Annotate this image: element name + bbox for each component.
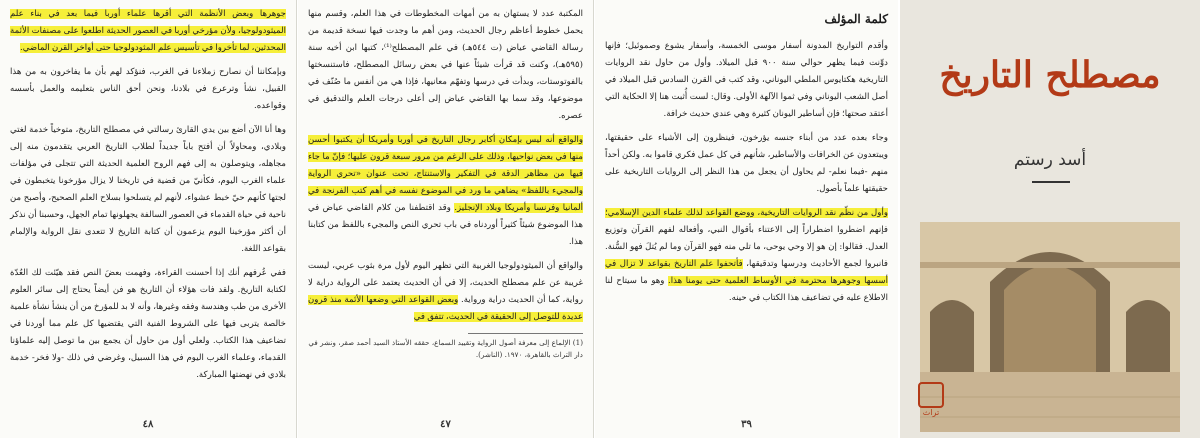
body-text: وبإمكاننا أن نصارح زملاءنا في الغرب، فنؤكد لهم بأن ما يفاخرون به من هذا القبيل، نشأ وترعرع في بلادنا، ونحن أحق الناس بتعليمه والعمل بأسسه وقواعده. [10, 67, 286, 111]
page-number: ٣٩ [741, 419, 752, 430]
page-number: ٤٧ [440, 419, 451, 430]
page-48 [0, 0, 297, 438]
section-heading: كلمة المؤلف [824, 12, 888, 26]
page-number: ٤٨ [142, 419, 154, 430]
highlighted-text: فأتحفوا علم التاريخ بقواعد لا تزال في أسسها وجوهرها محترمة في الأوساط العلمية حتى يومنا هذا. [605, 259, 888, 286]
publisher-logo-icon [918, 382, 944, 408]
paragraph [605, 205, 888, 307]
body-text: وأقدم التواريخ المدونة أسفار موسى الخمسة، وأسفار يشوع وصموئيل؛ فإنها دوِّنت فيما يظهر حوالي سنة ٩٠٠ قبل الميلاد. وأول من حاول نقد الروايات التاريخية هكتايوس الملطي اليوناني، وقد كتب في القرن السادس قبل الميلاد في أصل الشعب اليوناني وفي ثموا الآلهة الأولى. وقال: لست أُثبت هنا إلا الحكاية التي أعتقد صحتها؛ فإن أساطير اليونان كثيرة وهي عندي حديث خرافة. [605, 41, 888, 119]
publisher-logo-text: تراث [922, 408, 940, 417]
arcade-courtyard-image [920, 222, 1180, 432]
paragraph [10, 64, 286, 115]
page-39 [595, 0, 898, 438]
body-text: وقد اقتطفنا من كلام القاضي عياض في هذا الموضوع شيئاً كثيراً أوردناه في باب تحري النص والمجيء باللفظ من كتابنا هذا. [308, 203, 583, 247]
highlighted-text: وأول من نظّم نقد الروايات التاريخية، ووضع القواعد لذلك علماء الدين الإسلامي؛ [605, 208, 888, 218]
paragraph [10, 265, 286, 384]
body-text: وها أنا الآن أضع بين يدي القارئ رسالتي في مصطلح التاريخ، متوخياً خدمة لغتي وبلادي، ومحاولاً أن أفتح باباً جديداً لطلاب التاريخ العربي يتقدمون منه إلى مجاهله، ويتوصلون به إلى فهم الروح العلمية الحديثة التي تتجلى في مؤلفات علماء الغرب اليوم، فكأنيّ من قضية في تاريخنا لا يزال مؤرخونا يتخبطون في لجتها كأنهم حيّ خبط عشواء، لأنهم لم يتسلحوا بسلاح العلم الصحيح، وأصبح من ناحية في حياة القدماء في العصور السالفة يجهلونها تمام الجهل، وحسبنا أن نذكر أن أكثر مؤرخينا اليوم يزعمون أن كتابة التاريخ لا تتعدى نقل الرواية والإلمام بقواعد اللغة. [10, 125, 286, 254]
paragraph [10, 6, 286, 57]
paragraph [605, 38, 888, 123]
author-underline [1032, 181, 1070, 183]
highlighted-text: جوهرها وبعض الأنظمة التي أقرها علماء أوربا فيما بعد في بناء علم الميثودولوجيا، ولأن مؤرخي أوربا في العصور الحديثة اطلعوا على مصنفات الأئمة المحدثين، لما تأخروا في تأسيس علم المثودولوجيا حتى أواخر القرن الماضي. [10, 9, 286, 53]
body-text: المكتبة عدد لا يستهان به من أمهات المخطوطات في هذا العلم، وقسم منها يحمل خطوط أعاظم رجال الحديث، ومن أهم ما وجدت فيها نسخة قديمة من رسالة القاضي عياض (ت ٥٤٤هـ) في علم المصطلح⁽¹⁾، كتبها ابن أخيه سنة (٥٩٥هـ)، وكنت قد قرأت شيئاً عنها في بعض رسائل المصطلح، فاستنسختها بالفوتوستات، وبدأت في درسها وتفهّم معانيها، فإذا هي من أنفس ما صُنّف في موضوعها، وقد سما بها القاضي عياض إلى أعلى درجات العلم والتدقيق في عصره. [308, 9, 583, 121]
paragraph [10, 122, 286, 258]
footnote-rule [468, 333, 584, 334]
highlighted-text: والواقع أنه ليس بإمكان أكابر رجال التاريخ في أوربا وأمريكا أن يكتبوا أحسن منها في بعض نواحيها، وذلك على الرغم من مرور سبعة قرون عليها؛ فإنّ ما جاء فيها من مظاهر الدقة في التفكير والاستنتاج، تحت عنوان «تحري الرواية والمجيء باللفظ» يضاهي ما ورد في الموضوع نفسه في أهم كتب الفرنجة في ألمانيا وفرنسا وأمريكا وبلاد الإنجليز. [308, 135, 583, 213]
footnote: (1) الإلماع إلى معرفة أصول الرواية وتقييد السماع، حققه الأستاذ السيد أحمد صقر، ونشر في دار التراث بالقاهرة، ١٩٧٠. (الناشر). [308, 338, 583, 359]
paragraph [308, 6, 583, 125]
highlighted-text: وبعض القواعد التي وضعها الأئمة منذ قرون عديدة للتوصل إلى الحقيقة في الحديث، تتفق في [308, 295, 583, 322]
paragraph [308, 258, 583, 326]
page-47 [298, 0, 594, 438]
body-text: وجاء بعده عدد من أبناء جنسه يؤرخون، فينظرون إلى الأشياء على حقيقتها، ويبتعدون عن الخرافات والأساطير، شأنهم في كل عمل فكري قاموا به. ولكن أحداً منهم -فيما نعلم- لم يحاول أن يجعل من هذا النظر إلى الروايات التاريخية على حقيقتها علماً بأصول. [605, 133, 888, 194]
body-text: والواقع أن الميثودولوجيا الغربية التي تظهر اليوم لأول مرة بثوب عربي، ليست غريبة عن علم مصطلح الحديث، إلا في أن الحديث يعتمد على الرواية دراية لا رواية، كما أن الحديث دراية ورواية. [308, 261, 583, 305]
book-cover [900, 0, 1200, 438]
publisher-logo [918, 382, 944, 426]
body-text: ففي عُرفهم أنك إذا أحسنت القراءة، وفهمت بعضَ النص فقد هيّئت لك العُدّة لكتابة التاريخ. ولقد فات هؤلاء أن التاريخ هو فن أيضاً يحتاج إلى سائر العلوم الأخرى من طب وهندسة وفقه وغيرها، وأنه لا بد للمؤرخ من أن ينشأ نشأة علمية خالصة يتربى فيها على الشروط الفنية التي يقتضيها كل علم مما أوردنا في تضاعيف هذا الكتاب. ولعلي أول من حاول أن يجمع بين ما توصل إليه علماؤنا القدماء، وعلماء الغرب اليوم في هذا السبيل، وغرضي في ذلك -ولا فخر- خدمة بلادي في نهضتها المباركة. [10, 268, 286, 380]
book-title: مصطلح التاريخ [939, 54, 1161, 96]
paragraph [308, 132, 583, 251]
body-text: فإنهم اضطروا اضطراراً إلى الاعتناء بأقوال النبي، وأفعاله لفهم القرآن وتوزيع العدل. فقالوا: إن هو إلا وحي يوحى، ما تلي منه فهو القرآن وما لم يُتلَ فهو السُّنة. فانبروا لجمع الأحاديث ودرسها وتدقيقها، [605, 225, 888, 269]
paragraph [605, 130, 888, 198]
body-text: وهو ما سيتاح لنا الاطلاع عليه في تضاعيف هذا الكتاب في حينه. [605, 276, 888, 303]
book-author: أسد رستم [1013, 150, 1087, 170]
